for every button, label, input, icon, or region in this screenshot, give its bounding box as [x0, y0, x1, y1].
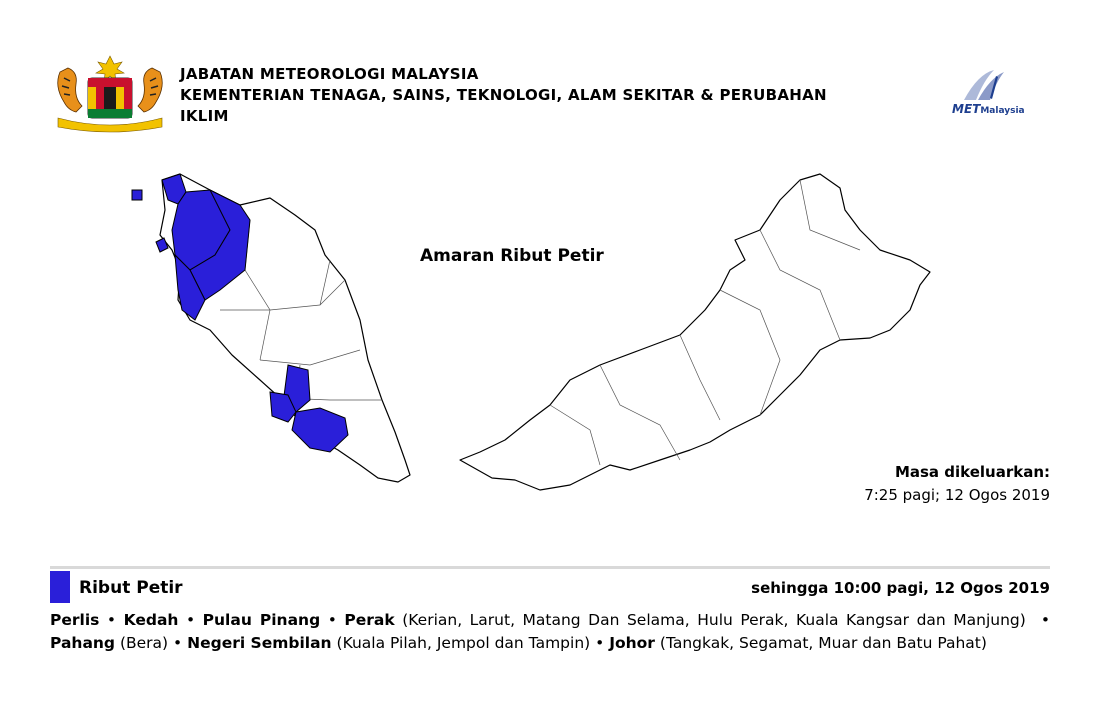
area-state: Perlis	[50, 611, 100, 629]
logo-malaysia: Malaysia	[980, 106, 1025, 116]
organisation-heading	[180, 64, 827, 127]
area-state: Pahang	[50, 634, 116, 652]
warning-color-swatch	[50, 571, 70, 603]
area-detail: (Bera)	[119, 634, 169, 652]
valid-until: sehingga 10:00 pagi, 12 Ogos 2019	[751, 579, 1050, 597]
logo-wordmark	[952, 102, 1025, 116]
issued-time-block	[864, 461, 1050, 507]
ministry-name-continued: IKLIM	[180, 107, 229, 125]
coat-of-arms-icon	[50, 52, 170, 134]
warning-type: Ribut Petir	[79, 578, 183, 598]
met-malaysia-logo	[934, 68, 1054, 120]
logo-met: MET	[952, 102, 981, 116]
ministry-name: KEMENTERIAN TENAGA, SAINS, TEKNOLOGI, ALAM SEKITAR & PERUBAHAN	[180, 86, 827, 104]
islands-langkawi	[132, 190, 142, 200]
map-title: Amaran Ribut Petir	[420, 246, 604, 266]
area-detail: (Kuala Pilah, Jempol dan Tampin)	[336, 634, 591, 652]
area-detail: (Tangkak, Segamat, Muar dan Batu Pahat)	[659, 634, 987, 652]
affected-areas: Perlis • Kedah • Pulau Pinang • Perak (Kerian, Larut, Matang Dan Selama, Hulu Perak, Kuala Kangsar dan Manjung) • Pahang (Bera) • Negeri Sembilan (Kuala Pilah, Jempol dan Tampin) • Johor (Tangkak, Segamat, Muar dan Batu Pahat)	[50, 611, 1051, 652]
issued-label: Masa dikeluarkan:	[894, 463, 1050, 481]
area-state: Perak	[344, 611, 395, 629]
east-malaysia	[460, 174, 930, 490]
area-state: Pulau Pinang	[202, 611, 321, 629]
area-state: Johor	[609, 634, 655, 652]
divider	[50, 566, 1050, 569]
area-detail: (Kerian, Larut, Matang Dan Selama, Hulu Perak, Kuala Kangsar dan Manjung)	[402, 611, 1026, 629]
area-state: Kedah	[123, 611, 179, 629]
org-name: JABATAN METEOROLOGI MALAYSIA	[180, 65, 479, 83]
area-state: Negeri Sembilan	[187, 634, 332, 652]
issued-value: 7:25 pagi; 12 Ogos 2019	[864, 486, 1050, 504]
